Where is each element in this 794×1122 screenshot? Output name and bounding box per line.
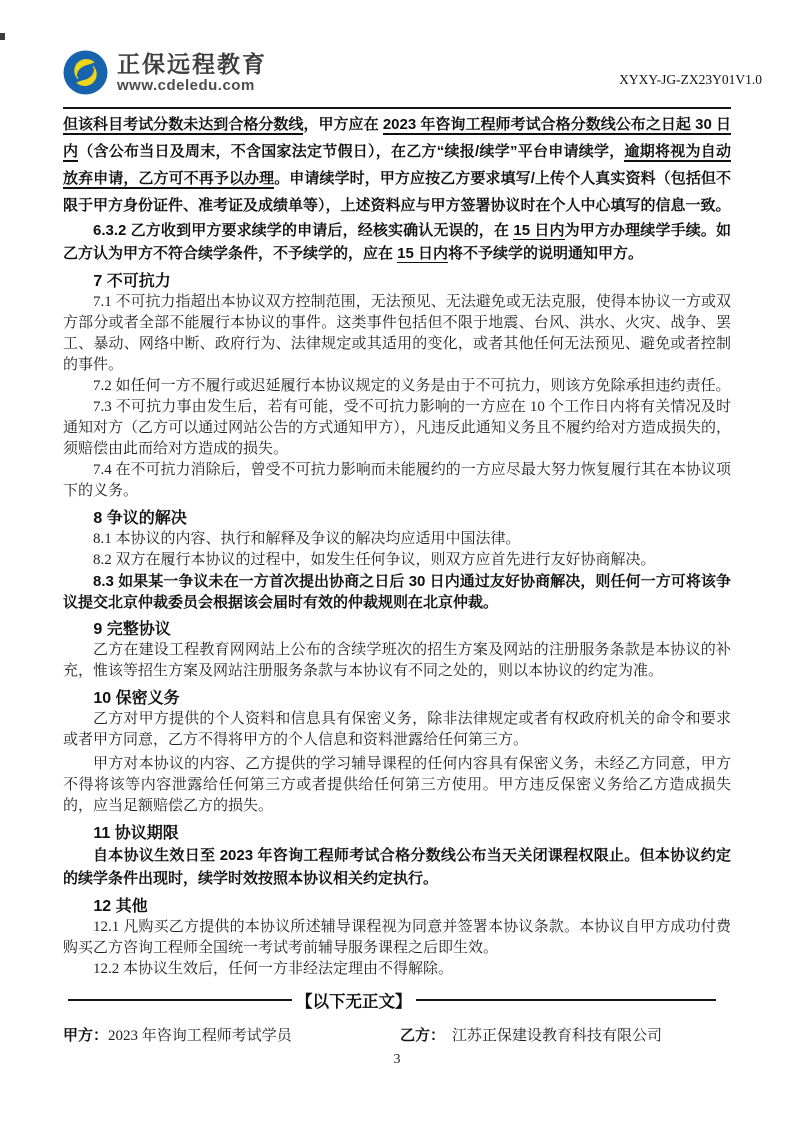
paragraph-8-2: 8.2 双方在履行本协议的过程中，如发生任何争议，则双方应首先进行友好协商解决。 [93, 552, 656, 568]
paragraph-7-4: 7.4 在不可抗力消除后，曾受不可抗力影响而未能履约的一方应尽最大努力恢复履行其在本协议项下的义务。 [63, 462, 731, 499]
paragraph-carryover [63, 111, 731, 219]
page-number: 3 [393, 1052, 401, 1067]
paragraph-7-1: 7.1 不可抗力指超出本协议双方控制范围，无法预见、无法避免或无法克服，使得本协议一方或双方部分或者全部不能履行本协议的事件。这类事件包括但不限于地震、台风、洪水、火灾、战争、罢工、暴动、网络中断、政府行为、法律规定或其适用的变化，或者其他任何无法预见、避免或者控制的事件。 [63, 294, 731, 373]
heading-10-confidentiality: 10 保密义务 [93, 690, 180, 707]
heading-8-dispute-resolution: 8 争议的解决 [93, 510, 187, 527]
paragraph-6-3-2 [63, 219, 731, 265]
paragraph-8-1: 8.1 本协议的内容、执行和解释及争议的解决均应适用中国法律。 [93, 531, 521, 547]
paragraph-11: 自本协议生效日至 2023 年咨询工程师考试合格分数线公布当天关闭课程权限止。但本协议约定的续学条件出现时，续学时效按照本协议相关约定执行。 [63, 847, 731, 887]
clause-text: ，甲方应在 [303, 116, 383, 133]
divider-line-left [68, 999, 292, 1002]
signature-row [63, 1024, 731, 1046]
heading-9-entire-agreement: 9 完整协议 [93, 621, 171, 638]
divider-label: 【以下无正文】 [296, 993, 412, 1011]
party-b-label: 乙方： [400, 1027, 446, 1044]
party-a [63, 1024, 292, 1045]
paragraph-7-3: 7.3 不可抗力事由发生后，若有可能，受不可抗力影响的一方应在 10 个工作日内将有关情况及时通知对方（乙方可以通过网站公告的方式通知甲方），凡违反此通知义务且不履约给对方造成损失的，须赔偿由此而给对方造成的损失。 [63, 399, 731, 457]
contract-body [63, 111, 731, 1068]
underlined-clause: 2023 年咨询工程师考试合格分数线公布之日起 30 日内 [63, 116, 731, 160]
paragraph-7-2: 7.2 如任何一方不履行或迟延履行本协议规定的义务是由于不可抗力，则该方免除承担违约责任。 [93, 378, 731, 394]
heading-11-term: 11 协议期限 [93, 825, 179, 842]
paragraph-9: 乙方在建设工程教育网网站上公布的含续学班次的招生方案及网站的注册服务条款是本协议的补充，惟该等招生方案及网站注册服务条款与本协议有不同之处的，则以本协议的约定为准。 [63, 642, 731, 679]
party-a-name: 2023 年咨询工程师考试学员 [108, 1028, 292, 1044]
paragraph-8-3: 8.3 如果某一争议未在一方首次提出协商之日后 30 日内通过友好协商解决，则任何一方可将该争议提交北京仲裁委员会根据该会届时有效的仲裁规则在北京仲裁。 [63, 573, 731, 611]
scan-artifact [0, 33, 5, 40]
party-b-name: 江苏正保建设教育科技有限公司 [452, 1028, 663, 1044]
header-rule [63, 107, 731, 109]
brand-name: 正保远程教育 [117, 51, 267, 77]
clause-text: 6.3.2 乙方收到甲方要求续学的申请后，经核实确认无误的，在 [93, 222, 514, 239]
underlined-clause: 15 日内 [513, 222, 565, 239]
document-code: XYXY-JG-ZX23Y01V1.0 [619, 72, 762, 87]
swirl-logo-icon [63, 50, 108, 95]
clause-text: 为甲方办理续学手续。如乙方认为甲方不符合续学条件，不予续学的，应在 [63, 222, 731, 262]
paragraph-10-b: 甲方对本协议的内容、乙方提供的学习辅导课程的任何内容具有保密义务，未经乙方同意，甲方不得将该等内容泄露给任何第三方或者提供给任何第三方使用。甲方违反保密义务给乙方造成损失的，应当足额赔偿乙方的损失。 [63, 756, 731, 814]
underlined-clause: 但该科目考试分数未达到合格分数线 [63, 116, 304, 133]
brand-url: www.cdeledu.com [117, 77, 255, 94]
no-more-text-divider [63, 988, 731, 1012]
heading-7-force-majeure: 7 不可抗力 [93, 273, 171, 290]
paragraph-12-1: 12.1 凡购买乙方提供的本协议所述辅导课程视为同意并签署本协议条款。本协议自甲方成功付费购买乙方咨询工程师全国统一考试考前辅导服务课程之后即生效。 [63, 919, 731, 956]
clause-text: （含公布当日及周末，不含国家法定节假日），在乙方“续报/续学”平台申请续学， [78, 143, 625, 160]
divider-line-right [416, 999, 716, 1002]
paragraph-10-a: 乙方对甲方提供的个人资料和信息具有保密义务，除非法律规定或者有权政府机关的命令和要求或者甲方同意，乙方不得将甲方的个人信息和资料泄露给任何第三方。 [63, 711, 731, 748]
clause-text: 将不予续学的说明通知甲方。 [448, 245, 644, 262]
party-b [400, 1024, 662, 1045]
underlined-clause: 逾期将视为自动放弃申请，乙方可不再予以办理 [63, 143, 731, 187]
party-a-label: 甲方： [63, 1027, 109, 1044]
paragraph-12-2: 12.2 本协议生效后，任何一方非经法定理由不得解除。 [93, 961, 454, 977]
underlined-clause: 15 日内 [397, 245, 449, 262]
brand-text [117, 51, 267, 94]
clause-text: 。申请续学时，甲方应按乙方要求填写/上传个人真实资料（包括但不限于甲方身份证件、准考证及成绩单等），上述资料应与甲方签署协议时在个人中心填写的信息一致。 [63, 170, 731, 214]
heading-12-miscellaneous: 12 其他 [93, 898, 148, 915]
